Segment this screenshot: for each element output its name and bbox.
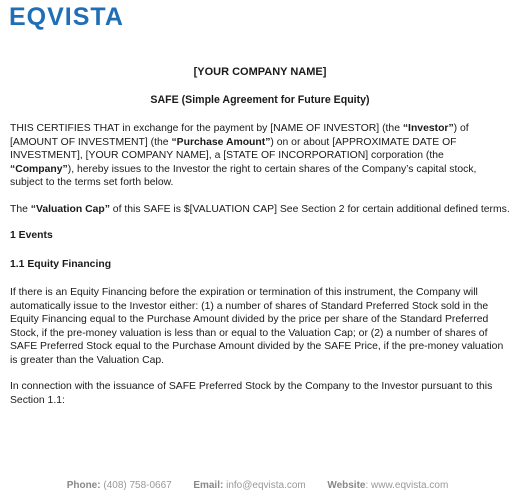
purchase-amount-term: “Purchase Amount”	[171, 136, 271, 148]
email-value: info@eqvista.com	[226, 480, 306, 491]
investor-term: “Investor”	[402, 123, 454, 134]
intro-text-3: ) on or about [APPROXIMATE DATE OF INVESTMENT], [YOUR COMPANY NAME], a [STATE OF INCORPORATION] corporation (the	[10, 136, 457, 161]
valuation-cap-term: “Valuation Cap”	[30, 203, 110, 215]
website-label: Website	[327, 480, 366, 491]
company-name-title: [YOUR COMPANY NAME]	[193, 66, 327, 78]
intro-text-2: ) of [AMOUNT OF INVESTMENT] (the	[10, 123, 469, 148]
intro-text-4: ), hereby issues to the Investor the right to certain shares of the Company’s capital stock, subject to the terms set forth below.	[10, 163, 477, 188]
phone-label: Phone:	[66, 480, 101, 491]
eqvista-logo: EQVISTA	[9, 3, 124, 31]
company-term: “Company”	[10, 163, 68, 175]
intro-text-1: THIS CERTIFIES THAT in exchange for the payment by [NAME OF INVESTOR] (the	[10, 123, 403, 134]
equity-financing-paragraph: If there is an Equity Financing before the expiration or termination of this instrument, the Company will automatically issue to the Investor either: (1) a number of shares of Standard Preferred Stock sold in the Equity Financing equal to the Purchase Amount divided by the price per share of the Standard Preferred Stock, if the pre-money valuation is less than or equal to the Valuation Cap; or (2) a number of shares of SAFE Preferred Stock equal to the Purchase Amount divided by the SAFE Price, if the pre-money valuation is greater than the Valuation Cap.	[10, 287, 504, 366]
valuation-text-2: of this SAFE is $[VALUATION CAP] See Section 2 for certain additional defined terms.	[109, 203, 510, 215]
intro-paragraph	[10, 122, 510, 190]
section-1-heading: 1 Events	[10, 230, 53, 241]
website-value: : www.eqvista.com	[365, 480, 449, 491]
email-label: Email:	[193, 480, 224, 491]
connection-paragraph: In connection with the issuance of SAFE Preferred Stock by the Company to the Investor pursuant to this Section 1.1:	[10, 381, 493, 406]
valuation-paragraph	[10, 203, 510, 217]
valuation-text-1: The	[10, 203, 31, 215]
phone-value: (408) 758-0667	[103, 480, 172, 491]
contact-footer	[0, 480, 515, 491]
document-body	[10, 66, 510, 420]
section-1-1-heading: 1.1 Equity Financing	[10, 258, 112, 270]
document-subtitle: SAFE (Simple Agreement for Future Equity)	[150, 93, 370, 106]
